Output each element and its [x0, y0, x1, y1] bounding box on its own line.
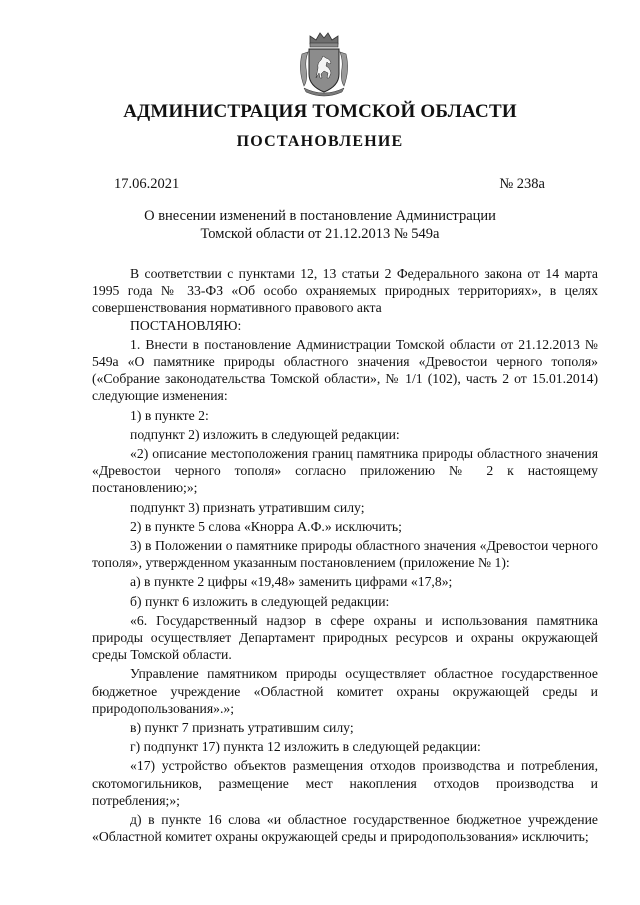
paragraph: а) в пункте 2 цифры «19,48» заменить цифрами «17,8»;: [130, 574, 453, 590]
subject-line: Томской области от 21.12.2013 № 549а: [200, 226, 440, 242]
document-subject: [140, 207, 500, 243]
paragraph: В соответствии с пунктами 12, 13 статьи 2 Федерального закона от 14 марта 1995 года № 33-ФЗ «Об особо охраняемых природных территориях», в целях совершенствования нормативного правового акта: [92, 266, 598, 316]
paragraph: б) пункт 6 изложить в следующей редакции:: [130, 593, 390, 609]
paragraph: ПОСТАНОВЛЯЮ:: [130, 317, 242, 333]
paragraph: Управление памятником природы осуществляет областное государственное бюджетное учреждение «Областной комитет охраны окружающей среды и природопользования».»;: [92, 666, 598, 716]
subject-line: О внесении изменений в постановление Администрации: [144, 208, 496, 224]
paragraph: «2) описание местоположения границ памятника природы областного значения «Древостои черного тополя» согласно приложению № 2 к настоящему постановлению;»;: [92, 446, 598, 496]
document-number: № 238а: [499, 176, 545, 192]
organization-title: АДМИНИСТРАЦИЯ ТОМСКОЙ ОБЛАСТИ: [123, 101, 517, 122]
paragraph: подпункт 3) признать утратившим силу;: [130, 499, 365, 515]
paragraph: 1) в пункте 2:: [130, 407, 209, 423]
paragraph: «17) устройство объектов размещения отходов производства и потребления, скотомогильников, размещение мест накопления отходов производства и потребления;»;: [92, 758, 598, 808]
document-type: ПОСТАНОВЛЕНИЕ: [236, 133, 404, 150]
paragraph: в) пункт 7 признать утратившим силу;: [130, 720, 354, 736]
paragraph: подпункт 2) изложить в следующей редакции:: [130, 426, 400, 442]
document-body: [92, 265, 598, 846]
paragraph: 1. Внести в постановление Администрации Томской области от 21.12.2013 № 549а «О памятнике природы областного значения «Древостои черного тополя» («Собрание законодательства Томской области», № 1/1 (102), часть 2 от 15.01.2014) следующие изменения:: [92, 336, 598, 404]
paragraph: д) в пункте 16 слова «и областное государственное бюджетное учреждение «Областной комитет охраны окружающей среды и природопользования» исключить;: [92, 812, 598, 845]
tomsk-region-coat-of-arms-icon: [296, 30, 352, 98]
paragraph: г) подпункт 17) пункта 12 изложить в следующей редакции:: [130, 739, 481, 755]
paragraph: 2) в пункте 5 слова «Кнорра А.Ф.» исключить;: [130, 518, 402, 534]
document-date: 17.06.2021: [114, 176, 180, 192]
paragraph: 3) в Положении о памятнике природы областного значения «Древостои черного тополя», утвержденном указанным постановлением (приложение № 1):: [92, 538, 598, 571]
paragraph: «6. Государственный надзор в сфере охраны и использования памятника природы осуществляет Департамент природных ресурсов и охраны окружающей среды Томской области.: [92, 612, 598, 663]
